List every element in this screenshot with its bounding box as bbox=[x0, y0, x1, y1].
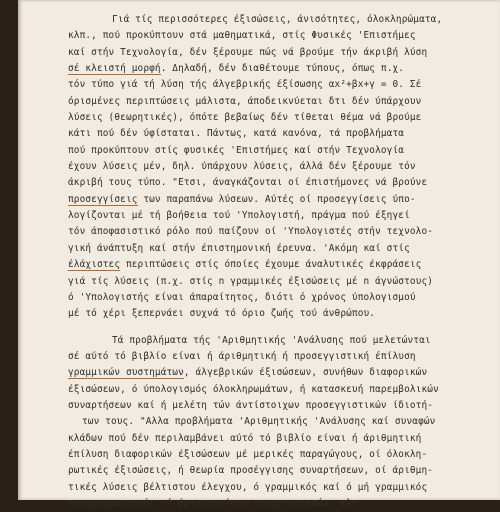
text-line: τόν άποφασιστικό ρόλο πού παίζουν οί 'Υπολογιστές στήν τεχνολο- bbox=[68, 226, 434, 238]
text-line: των τους. "Αλλα προβλήματα 'Αριθμητικής 'Ανάλυσης καί συναφών bbox=[82, 416, 436, 428]
underlined-phrase: γραμμικών συστημάτων bbox=[68, 367, 184, 379]
text-segment: . Δηλαδή, δέν διαθέτουμε τύπους, όπως π.χ. bbox=[160, 63, 405, 75]
text-line: καί στήν Τεχνολογία, δέν ξέρουμε πώς νά βρούμε τήν άκριβή λύση bbox=[68, 46, 428, 58]
text-line: έχουν λύσεις μέν, δηλ. ύπάρχουν λύσεις, άλλά δέν ξέρουμε τόν bbox=[68, 161, 416, 173]
underlined-phrase: σέ κλειστή μορφή bbox=[68, 63, 161, 75]
text-segment: , άλγεβρικών έξισώσεων, συνήθων διαφορικών bbox=[183, 367, 428, 379]
text-line: τόν τύπο γιά τή λύση τής άλγεβρικής έξίσωσης αx²+βx+γ = 0. Σέ bbox=[68, 79, 422, 91]
text-line: προγραμματισμός, ή άριστοποίηση συναρτησιακών, κλπ. bbox=[68, 497, 364, 509]
text-line: γική άνάπτυξη καί στήν έπιστημονική έρευνα. 'Ακόμη καί στίς bbox=[68, 242, 410, 254]
text-line: Τά προβλήματα τής 'Αριθμητικής 'Ανάλυσης πού μελετώνται bbox=[112, 334, 431, 346]
text-line: Γιά τίς περισσότερες έξισώσεις, άνισότητες, όλοκληρώματα, bbox=[112, 14, 443, 25]
document-body bbox=[68, 12, 496, 512]
text-line bbox=[68, 365, 496, 381]
text-line: ό 'Υπολογιστής είναι άπαραίτητος, διότι ό χρόνος ύπολογισμού bbox=[68, 291, 416, 303]
document-page bbox=[18, 0, 500, 509]
text-line: μέ τό χέρι ξεπερνάει συχνά τό όριο ζωής τού άνθρώπου. bbox=[68, 308, 376, 320]
text-line: όρισμένες περιπτώσεις μάλιστα, άποδεικνύεται δτι δέν ύπάρχουν bbox=[68, 95, 422, 107]
text-segment: των παραπάνω λύσεων. Αύτές οί προσεγγίσεις ύπο- bbox=[137, 193, 416, 205]
text-line: έξισώσεων, ό ύπολογισμός όλοκληρωμάτων, ή κατασκευή παρεμβολικών bbox=[68, 383, 439, 395]
text-line: άκριβή τους τύπο. "Ετσι, άναγκάζονται οί έπιστήμονες νά βρούνε bbox=[68, 177, 428, 189]
text-line: κλπ., πού προκύπτουν στά μαθηματικά, στίς Φυσικές 'Επιστήμες bbox=[68, 30, 416, 42]
text-line: λύσεις (θεωρητικές), όπότε βεβαίως δέν τίθεται θέμα νά βρούμε bbox=[68, 112, 422, 124]
text-line bbox=[68, 61, 496, 77]
text-line: συναρτήσεων καί ή μελέτη τών άντίστοιχων προσεγγιστικών ίδιοτή- bbox=[68, 399, 434, 411]
paragraph-gap bbox=[68, 323, 496, 333]
text-line: γιά τίς λύσεις (π.χ. στίς n γραμμικές έξισώσεις μέ n άγνώστους) bbox=[68, 275, 434, 287]
text-segment: περιπτώσεις στίς όποίες έχουμε άναλυτικές έκφράσεις bbox=[120, 259, 422, 271]
text-line: σέ αύτό τό βιβλίο είναι ή άριθμητική ή προσεγγιστική έπίλυση bbox=[68, 350, 416, 362]
text-line: λογίζονται μέ τή βοήθεια τού 'Υπολογιστή, πράγμα πού έξηγεί bbox=[68, 210, 410, 222]
text-line bbox=[68, 257, 496, 273]
text-line: τικές λύσεις βέλτιστου έλεγχου, ό γραμμικός καί ό μή γραμμικός bbox=[68, 481, 428, 493]
text-line: κάτι πού δέν ύφίσταται. Πάντως, κατά κανόνα, τά προβλήματα bbox=[68, 128, 405, 140]
text-line: κλάδων πού δέν περιλαμβάνει αύτό τό βιβλίο είναι ή άριθμητική bbox=[68, 432, 422, 444]
underlined-phrase: προσεγγίσεις bbox=[68, 193, 138, 205]
text-line: ρωτικές έξισώσεις, ή θεωρία προσέγγισης συναρτήσεων, οί άριθμη- bbox=[68, 465, 434, 477]
text-line: έπίλυση διαφορικών έξισώσεων μέ μερικές παραγώγους, οί όλοκλη- bbox=[68, 448, 428, 460]
text-line: πού προκύπτουν στίς φυσικές 'Επιστήμες καί στήν Τεχνολογία bbox=[68, 144, 405, 156]
underlined-phrase: έλάχιστες bbox=[68, 259, 121, 271]
text-line bbox=[68, 192, 496, 208]
